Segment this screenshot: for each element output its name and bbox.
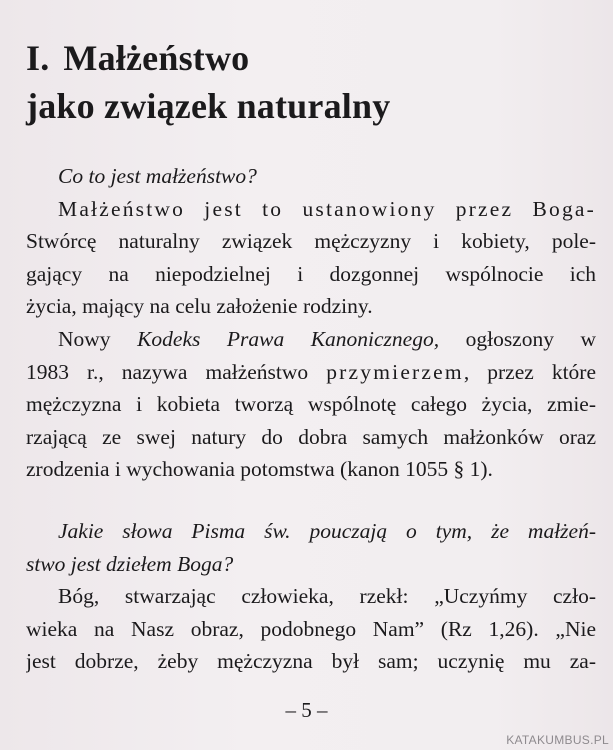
canon-law-text: 1983 r., nazywa małżeństwo	[26, 359, 327, 384]
page-number: – 5 –	[285, 698, 328, 722]
chapter-title-line-2: jako związek naturalny	[26, 86, 391, 126]
scripture-answer-line-1: Bóg, stwarzając człowieka, rzekł: „Uczyńmy czło-	[58, 584, 596, 609]
code-of-canon-law-title: Kodeks Prawa Kanonicznego,	[137, 326, 440, 351]
canon-law-text: ogłoszony w	[439, 326, 596, 351]
canon-law-line-5: zrodzenia i wychowania potomstwa (kanon 1055 § 1).	[26, 457, 493, 482]
answer-line-2: Stwórcę naturalny związek mężczyzny i kobiety, pole-	[26, 229, 596, 254]
chapter-title-line-1	[26, 34, 390, 82]
canon-law-line-3: mężczyzna i kobieta tworzą wspólnotę całego życia, zmie-	[26, 392, 596, 417]
chapter-number: I.	[26, 38, 50, 78]
section-scripture	[26, 515, 596, 678]
question-scripture-line-1: Jakie słowa Pisma św. pouczają o tym, że małżeń-	[58, 519, 596, 543]
canon-law-line-2	[26, 356, 596, 389]
canon-law-line-4: rzającą ze swej natury do dobra samych małżonków oraz	[26, 424, 596, 449]
scripture-answer-line-3: jest dobrze, żeby mężczyzna był sam; uczynię mu za-	[26, 649, 596, 674]
answer-line-4: życia, mający na celu założenie rodziny.	[26, 294, 373, 319]
covenant-term: przymierzem	[326, 359, 464, 384]
chapter-title-word: Małżeństwo	[63, 38, 250, 78]
watermark: KATAKUMBUS.PL	[506, 733, 609, 747]
canon-law-text: Nowy	[58, 326, 138, 351]
question-what-is-marriage: Co to jest małżeństwo?	[58, 164, 257, 188]
question-scripture-line-2: stwo jest dziełem Boga?	[26, 551, 234, 576]
chapter-title	[26, 34, 390, 130]
canon-law-text: , przez które	[463, 359, 596, 384]
canon-law-line-1	[26, 323, 596, 356]
scripture-answer-line-2: wieka na Nasz obraz, podobnego Nam” (Rz 1,26). „Nie	[26, 616, 596, 641]
answer-line-1: Małżeństwo jest to ustanowiony przez Boga-	[58, 196, 596, 221]
section-what-is-marriage	[26, 160, 596, 486]
answer-line-3: gający na niepodzielnej i dozgonnej wspólnocie ich	[26, 261, 596, 286]
